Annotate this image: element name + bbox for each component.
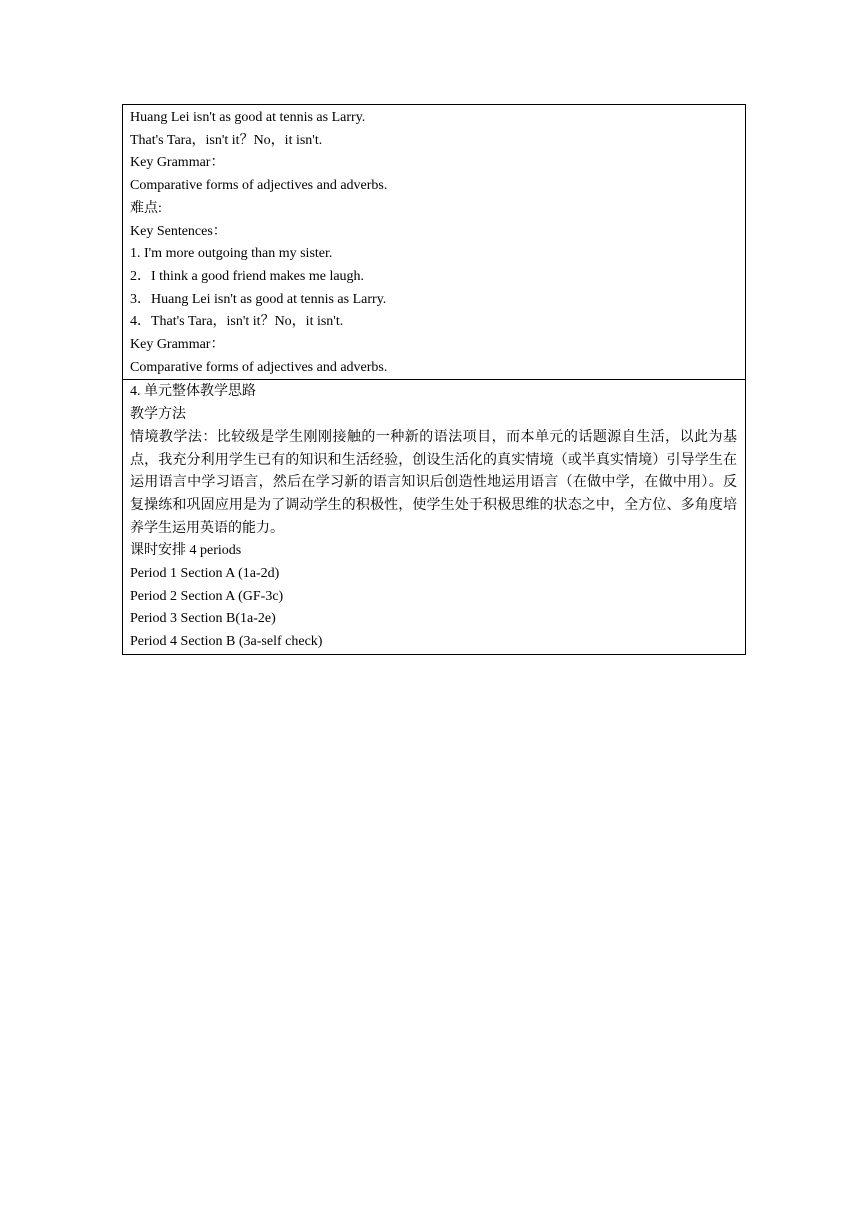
text-line: Comparative forms of adjectives and adverbs. <box>130 178 388 194</box>
text-line: Comparative forms of adjectives and adverbs. <box>130 359 388 375</box>
text-line: 难点: <box>130 200 162 216</box>
lesson-plan-table <box>122 104 746 655</box>
text-line: 1. I'm more outgoing than my sister. <box>130 246 333 262</box>
text-line: Key Sentences： <box>130 223 227 239</box>
method-paragraph: 情境教学法：比较级是学生刚刚接触的一种新的语法项目，而本单元的话题源自生活，以此为基点，我充分利用学生已有的知识和生活经验，创设生活化的真实情境（或半真实情境）引导学生在运用语言中学习语言，然后在学习新的语言知识后创造性地运用语言（在做中学，在做中用）。反复操练和巩固应用是为了调动学生的积极性，使学生处于积极思维的状态之中，全方位、多角度培养学生运用英语的能力。 <box>130 429 737 536</box>
period-item: Period 3 Section B(1a-2e) <box>130 611 276 627</box>
period-item: Period 2 Section A (GF-3c) <box>130 588 284 604</box>
text-line: 3．Huang Lei isn't as good at tennis as Larry. <box>130 291 387 307</box>
text-line: 2．I think a good friend makes me laugh. <box>130 268 365 284</box>
text-line: Key Grammar： <box>130 337 225 353</box>
period-item: Period 1 Section A (1a-2d) <box>130 566 280 582</box>
text-line: 4．That's Tara，isn't it？No，it isn't. <box>130 314 344 330</box>
method-title: 教学方法 <box>130 407 186 423</box>
text-line: Key Grammar： <box>130 155 225 171</box>
text-line: Huang Lei isn't as good at tennis as Larry. <box>130 110 366 125</box>
teaching-plan-cell <box>123 379 745 653</box>
schedule-label: 课时安排 4 periods <box>130 543 242 559</box>
section-heading: 4. 单元整体教学思路 <box>130 384 256 400</box>
text-line: That's Tara，isn't it？No，it isn't. <box>130 132 323 148</box>
key-points-cell <box>123 105 745 379</box>
period-item: Period 4 Section B (3a-self check) <box>130 634 323 650</box>
